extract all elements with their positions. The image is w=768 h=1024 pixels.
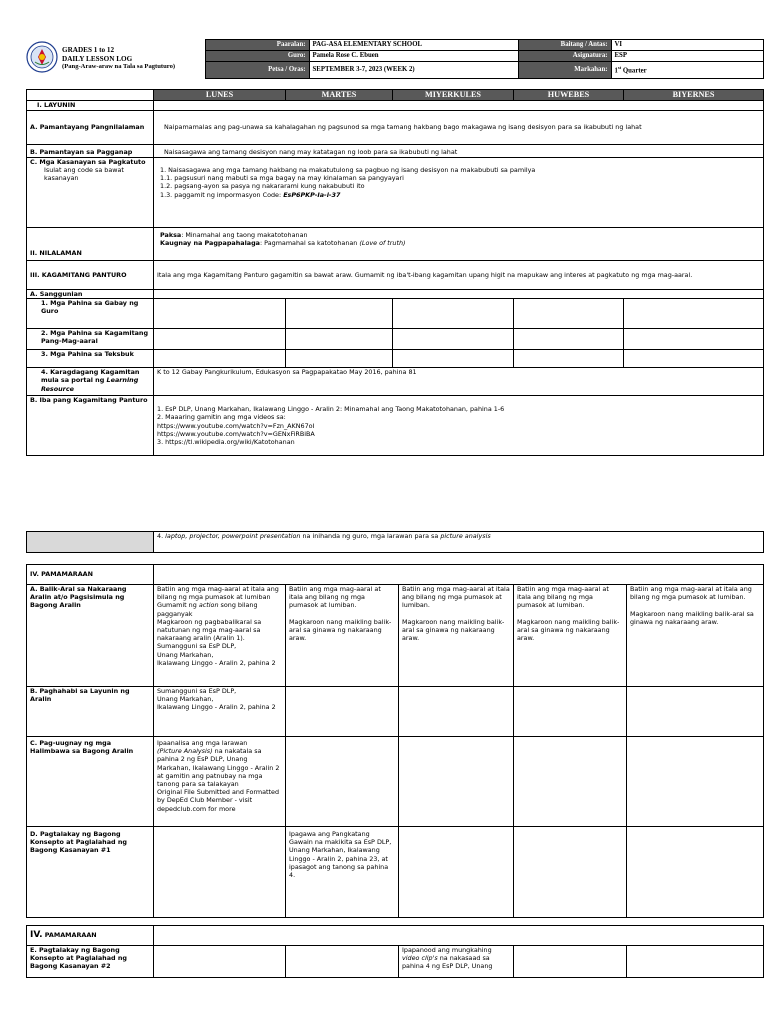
pamantayan-pagganap-text: Naisasagawa ang tamang desisyon nang may katatagan ng loob para sa ikabubuti ng lahat — [154, 145, 764, 158]
paaralan-label: Paaralan: — [205, 40, 309, 51]
day-huwebes: HUWEBES — [514, 90, 624, 101]
pu-lunes-2 — [157, 747, 282, 788]
pamamaraan-table-2 — [26, 925, 764, 978]
ib-line-1: 1. EsP DLP, Unang Markahan, Ikalawang Linggo - Aralin 2: Minamahal ang Taong Makatotohanan, pahina 1-6 — [157, 405, 505, 414]
balik-aral-label: A. Balik-Aral sa Nakaraang Aralin at/o Pagsisimula ng Bagong Aralin — [27, 585, 154, 687]
guro-value: Pamela Rose C. Ebuen — [309, 51, 518, 62]
item4-italic-1: laptop, projector, powerpoint presentation — [165, 532, 301, 540]
karagdagang-kagamitan-label — [27, 368, 154, 396]
ib-link-1[interactable]: https://www.youtube.com/watch?v=Fzn_AKN67oI — [157, 421, 315, 430]
ib-link-3[interactable]: 3. https://tl.wikipedia.org/wiki/Katotohanan — [157, 438, 295, 447]
pagtalakay-2-martes — [286, 946, 399, 978]
pagtalakay-2-lunes — [154, 946, 286, 978]
title-tagalog: (Pang-Araw-araw na Tala sa Pagtuturo) — [62, 63, 176, 71]
guro-label: Guro: — [205, 51, 309, 62]
kaugnay-italic: (Love of truth) — [359, 239, 406, 248]
markahan-suffix: Quarter — [621, 67, 647, 75]
kagamitan-text: Itala ang mga Kagamitang Panturo gagamitin sa bawat araw. Gumamit ng iba't-ibang kagamitan upang higit na mapukaw ang interes at pagkatuto ng mga mag-aaral. — [154, 261, 764, 290]
ib-link-2[interactable]: https://www.youtube.com/watch?v=GENxFiRBiBA — [157, 429, 315, 438]
pamamaraan-heading-2 — [27, 926, 154, 946]
day-miyerkules: MIYERKULES — [393, 90, 514, 101]
pagtalakay-2-huwebes — [514, 946, 627, 978]
tb-lunes — [154, 350, 286, 368]
kasanayan-line-2: 1.1. pagsusuri nang mabuti sa mga bagay na may kinalaman sa pangyayari — [160, 174, 404, 183]
day-biyernes: BIYERNES — [624, 90, 764, 101]
pagtalakay-2-label: E. Pagtalakay ng Bagong Konsepto at Paglalahad ng Bagong Kasanayan #2 — [27, 946, 154, 978]
balik-aral-huwebes — [514, 585, 627, 687]
pamamaraan-text: PAMAMARAAN — [42, 931, 97, 940]
iba-pang-kagamitan-content — [154, 396, 764, 456]
day-lunes: LUNES — [154, 90, 286, 101]
iba-pang-kagamitan-label: B. Iba pang Kagamitang Panturo — [27, 396, 154, 456]
pagtalakay-1-huwebes — [514, 827, 627, 918]
ba-biyernes-2: Magkaroon nang maikling balik-aral sa ginawa ng nakaraang araw. — [630, 609, 754, 626]
layunin-blank — [154, 101, 764, 111]
pag-uugnay-label: C. Pag-uugnay ng mga Halimbawa sa Bagong Aralin — [27, 737, 154, 827]
kagamitang-mag-aaral-label: 2. Mga Pahina sa Kagamitang Pang-Mag-aaral — [27, 329, 154, 350]
km-lunes — [154, 329, 286, 350]
pagtalakay-1-martes: Ipagawa ang Pangkatang Gawain na makikita sa EsP DLP, Unang Markahan, Ikalawang Linggo - Aralin 2, pahina 23, at ipasagot ang tanong sa pahina 4. — [286, 827, 399, 918]
karagdagang-kagamitan-text: K to 12 Gabay Pangkurikulum, Edukasyon sa Pagpapakatao May 2016, pahina 81 — [154, 368, 764, 396]
balik-aral-martes — [286, 585, 399, 687]
km-miyerkules — [393, 329, 514, 350]
teksbuk-label: 3. Mga Pahina sa Teksbuk — [27, 350, 154, 368]
ba-lunes-2 — [157, 601, 282, 617]
pt2-post: na nakasaad sa pahina 4 ng EsP DLP, Unang — [402, 954, 493, 971]
asignatura-label: Asignatura: — [518, 51, 611, 62]
paghahabi-biyernes — [627, 687, 764, 737]
tb-miyerkules — [393, 350, 514, 368]
paksa-text: : Minamahal ang taong makatotohanan — [181, 231, 308, 239]
continuation-table — [26, 531, 764, 553]
pagtalakay-1-lunes — [154, 827, 286, 918]
kasanayan-line-3: 1.2. pagsang-ayon sa pasya ng nakararami kung nakabubuti ito — [160, 182, 365, 191]
kasanayan-line-1: 1. Naisasagawa ang mga tamang hakbang na makatutulong sa pagbuo ng isang desisyon na makabubuti sa pamilya — [160, 166, 536, 174]
pag-uugnay-lunes — [154, 737, 286, 827]
ba-huwebes-2: Magkaroon nang maikling balik-aral sa ginawa ng nakaraang araw. — [517, 617, 620, 643]
kasanayan-line-4 — [160, 191, 760, 199]
pamamaraan-numeral: IV. — [30, 930, 43, 941]
ba-l2-ital: action — [198, 601, 219, 610]
balik-aral-miyerkules — [399, 585, 514, 687]
balik-aral-biyernes — [627, 585, 764, 687]
pag-uugnay-huwebes — [514, 737, 627, 827]
ba-biyernes-1: Batiin ang mga mag-aaral at itala ang bilang ng mga pumasok at lumiban. — [630, 585, 752, 602]
main-table-1 — [26, 89, 764, 456]
paksa-label: Paksa — [160, 231, 182, 239]
kaugnay-text: : Pagmamahal sa katotohanan — [259, 239, 360, 248]
corner-cell — [27, 90, 154, 101]
ba-lunes-4: Sumangguni sa EsP DLP, — [157, 642, 237, 651]
pagtalakay-1-label: D. Pagtalakay ng Bagong Konsepto at Paglalahad ng Bagong Kasanayan #1 — [27, 827, 154, 918]
ba-lunes-5: Unang Markahan, — [157, 650, 214, 659]
kasanayan-content — [154, 158, 764, 228]
markahan-label: Markahan: — [518, 62, 611, 79]
ph-lunes-1: Sumangguni sa EsP DLP, — [157, 687, 237, 695]
pagtalakay-2-biyernes — [627, 946, 764, 978]
pu-lunes-1: Ipaanalisa ang mga larawan — [157, 739, 248, 747]
ba-huwebes-1: Batiin ang mga mag-aaral at itala ang bilang ng mga pumasok at lumiban. — [517, 585, 609, 610]
kaugnay-line — [160, 239, 760, 247]
gabay-guro-label: 1. Mga Pahina sa Gabay ng Guro — [27, 299, 154, 329]
kasanayan-label — [27, 158, 154, 228]
gabay-biyernes — [624, 299, 764, 329]
pu-l2-ital: (Picture Analysis) — [157, 747, 213, 756]
km-martes — [286, 329, 393, 350]
ba-l2-post: song bilang pagganyak — [157, 601, 258, 618]
kasanayan-title: C. Mga Kasanayan sa Pagkatuto — [30, 158, 146, 166]
ba-lunes-3: Magkaroon ng pagbabalikaral sa natutunan ng mga mag-aaral sa nakaraang aralin (Aralin 1). — [157, 617, 262, 643]
pamantayang-pangnilalaman-text: Naipamamalas ang pag-unawa sa kahalagahan ng pagsunod sa mga tamang hakbang bago makagawa ng isang desisyon para sa ikabubuti ng lahat — [154, 111, 764, 145]
ib-line-2: 2. Maaaring gamitin ang mga videos sa: — [157, 413, 286, 422]
kk-label-text: 4. Karagdagang Kagamitan mula sa portal ng — [41, 368, 140, 385]
title-grades: GRADES 1 to 12 — [62, 46, 115, 55]
gabay-miyerkules — [393, 299, 514, 329]
day-martes: MARTES — [286, 90, 393, 101]
tb-huwebes — [514, 350, 624, 368]
ba-lunes-6: Ikalawang Linggo - Aralin 2, pahina 2 — [157, 658, 276, 667]
header-title — [26, 40, 205, 79]
code-prefix: 1.3. paggamit ng impormasyon Code: — [160, 190, 284, 199]
paghahabi-lunes — [154, 687, 286, 737]
pag-uugnay-miyerkules — [399, 737, 514, 827]
pag-uugnay-biyernes — [627, 737, 764, 827]
pagtalakay-2-miyerkules — [399, 946, 514, 978]
sanggunian-label: A. Sanggunian — [27, 290, 154, 299]
pamamaraan-2-blank — [154, 926, 764, 946]
paksa-line — [160, 231, 760, 239]
pamamaraan-blank — [154, 565, 764, 585]
nilalaman-heading: II. NILALAMAN — [27, 228, 154, 261]
paghahabi-huwebes — [514, 687, 627, 737]
pamamaraan-table — [26, 564, 764, 918]
asignatura-value: ESP — [611, 51, 763, 62]
kk-label-italic: Learning Resource — [41, 376, 139, 393]
km-huwebes — [514, 329, 624, 350]
markahan-number: 1 — [614, 67, 618, 75]
item4-mid: na inihanda ng guro, mga larawan para sa — [300, 532, 441, 540]
pt2-ital: video clip's — [402, 954, 438, 963]
paghahabi-miyerkules — [399, 687, 514, 737]
item4-num: 4. — [157, 532, 166, 540]
balik-aral-lunes — [154, 585, 286, 687]
ph-lunes-3: Ikalawang Linggo - Aralin 2, pahina 2 — [157, 703, 276, 712]
tb-martes — [286, 350, 393, 368]
header-table — [26, 39, 764, 79]
ba-l2-pre: Gumamit ng — [157, 601, 199, 610]
nilalaman-content — [154, 228, 764, 261]
baitang-label: Baitang / Antas: — [518, 40, 611, 51]
continuation-label-cell — [27, 532, 154, 553]
gabay-huwebes — [514, 299, 624, 329]
gabay-martes — [286, 299, 393, 329]
markahan-sup: st — [617, 65, 622, 71]
pamamaraan-heading: IV. PAMAMARAAN — [27, 565, 154, 585]
gabay-lunes — [154, 299, 286, 329]
pagtalakay-1-miyerkules — [399, 827, 514, 918]
ba-miyerkules-1: Batiin ang mga mag-aaral at itala ang bilang ng mga pumasok at lumiban. — [402, 585, 510, 610]
petsa-value: SEPTEMBER 3-7, 2023 (WEEK 2) — [309, 62, 518, 79]
baitang-value: VI — [611, 40, 763, 51]
pt2-pre: Ipapanood ang mungkahing — [402, 946, 492, 954]
layunin-heading: I. LAYUNIN — [27, 101, 154, 111]
kaugnay-label: Kaugnay na Pagpapahalaga — [160, 239, 260, 248]
pamantayan-pagganap-label: B. Pamantayan sa Pagganap — [27, 145, 154, 158]
ba-lunes-1: Batiin ang mga mag-aaral at itala ang bilang ng mga pumasok at lumiban — [157, 585, 279, 602]
pu-lunes-3: Original File Submitted and Formatted by DepEd Club Member - visit depedclub.com for more — [157, 788, 280, 813]
continuation-item-4 — [154, 532, 764, 553]
paghahabi-label: B. Paghahabi sa Layunin ng Aralin — [27, 687, 154, 737]
ba-martes-2: Magkaroon nang maikling balik-aral sa ginawa ng nakaraang araw. — [289, 617, 392, 643]
code-value: EsP6PKP-Ia-i-37 — [283, 190, 341, 199]
pu-l2-post: na nakatala sa pahina 2 ng EsP DLP, Unang Markahan, Ikalawang Linggo - Aralin 2 at gamitin ang patnubay na mga tanong para sa talakayan — [157, 747, 280, 789]
ph-lunes-2: Unang Markahan, — [157, 695, 214, 704]
pag-uugnay-martes — [286, 737, 399, 827]
kasanayan-note: Isulat ang code sa bawat kasanayan — [44, 166, 124, 183]
km-biyernes — [624, 329, 764, 350]
pagtalakay-1-biyernes — [627, 827, 764, 918]
petsa-label: Petsa / Oras: — [205, 62, 309, 79]
paghahabi-martes — [286, 687, 399, 737]
markahan-value — [611, 62, 763, 79]
kagamitan-heading: III. KAGAMITANG PANTURO — [27, 261, 154, 290]
ba-miyerkules-2: Magkaroon nang maikling balik-aral sa ginawa ng nakaraang araw. — [402, 617, 505, 643]
ba-martes-1: Batiin ang mga mag-aaral at itala ang bilang ng mga pumasok at lumiban. — [289, 585, 381, 610]
title-dll: DAILY LESSON LOG — [62, 54, 133, 63]
item4-italic-2: picture analysis — [440, 532, 491, 540]
sanggunian-blank — [154, 290, 764, 299]
paaralan-value: PAG-ASA ELEMENTARY SCHOOL — [309, 40, 518, 51]
tb-biyernes — [624, 350, 764, 368]
pamantayang-pangnilalaman-label: A. Pamantayang Pangnilalaman — [27, 111, 154, 145]
